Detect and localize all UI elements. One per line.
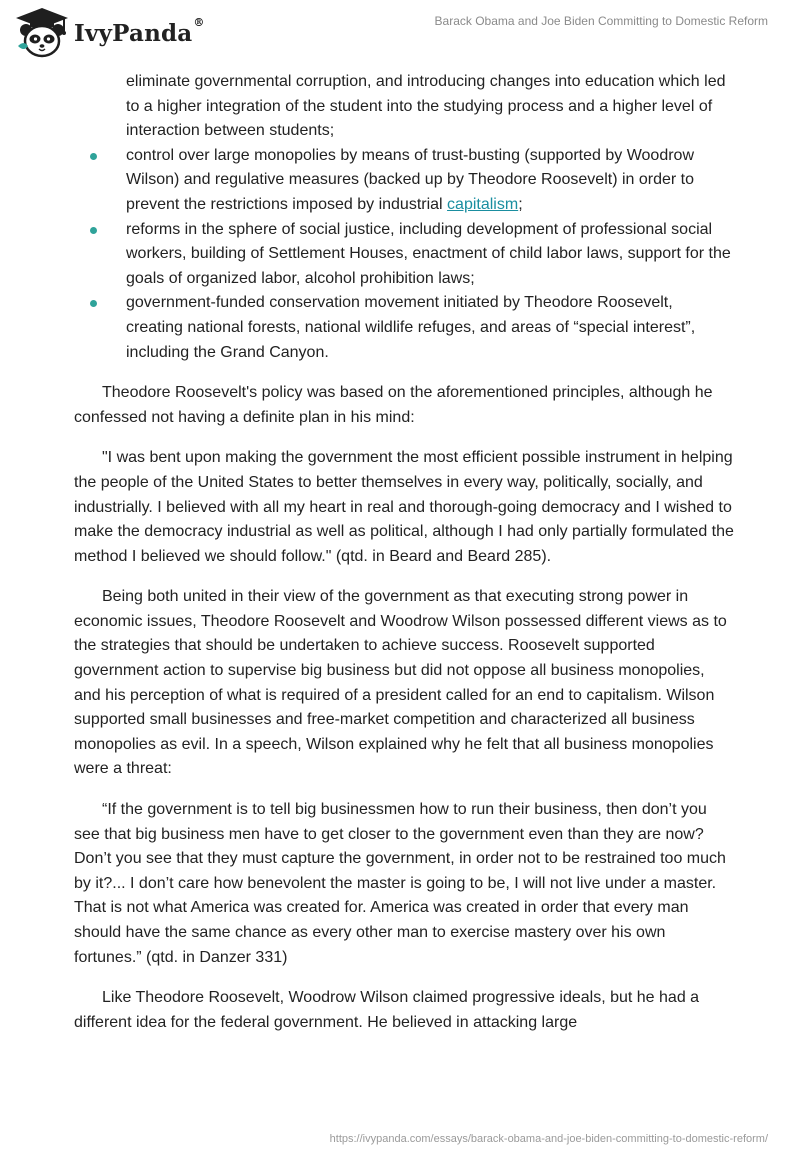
paragraph: Like Theodore Roosevelt, Woodrow Wilson claimed progressive ideals, but he had a different idea for the federal government. He believed in attacking large xyxy=(74,989,700,1031)
list-item-text: government-funded conservation movement initiated by Theodore Roosevelt, creating national forests, national wildlife refuges, and areas of “special interest”, including the Grand Canyon. xyxy=(126,294,696,361)
list-item xyxy=(126,291,734,365)
list-item xyxy=(126,144,734,218)
logo-wordmark: IvyPanda® xyxy=(74,15,205,47)
registered-mark: ® xyxy=(193,15,205,29)
list-item-text: control over large monopolies by means of trust-busting (supported by Woodrow Wilson) and regulative measures (backed up by Theodore Roosevelt) in order to prevent the restrictions imposed by industrial xyxy=(126,146,694,213)
panda-graduate-icon xyxy=(14,6,70,58)
list-item-text-end: ; xyxy=(518,195,523,213)
quote-paragraph: "I was bent upon making the government the most efficient possible instrument in helping the people of the United States to better themselves in every way, politically, socially, and industrially. I believed with all my heart in real and thorough-going democracy and I wished to make the democracy industrial as well as political, although I had only partially formulated the method I believed we should follow." (qtd. in Beard and Beard 285). xyxy=(74,449,734,565)
reform-list xyxy=(74,70,734,365)
paragraph: Being both united in their view of the government as that executing strong power in economic issues, Theodore Roosevelt and Woodrow Wilson possessed different views as to the strategies that should be undertaken to achieve success. Roosevelt supported government action to supervise big business but did not oppose all business monopolies, and his perception of what is required of a president called for an end to capitalism. Wilson supported small businesses and free-market competition and characterized all business monopolies as evil. In a speech, Wilson explained why he felt that all business monopolies were a threat: xyxy=(74,588,727,778)
bullet-dot-icon xyxy=(90,153,97,160)
document-title: Barack Obama and Joe Biden Committing to Domestic Reform xyxy=(434,14,768,28)
quote-paragraph: “If the government is to tell big businessmen how to run their business, then don’t you see that big business men have to get closer to the government even than they are now? Don’t you see that they must capture the government, in order not to be restrained too much by it?... I don’t care how benevolent the master is going to be, I will not live under a master. That is not what America was created for. America was created in order that every man should have the same chance as every other man to exercise mastery over his own fortunes.” (qtd. in Danzer 331) xyxy=(74,801,726,966)
list-item-text: reforms in the sphere of social justice, including development of professional social workers, building of Settlement Houses, enactment of child labor laws, support for the goals of organized labor, alcohol prohibition laws; xyxy=(126,220,731,287)
page-header xyxy=(0,0,800,62)
footer-url: https://ivypanda.com/essays/barack-obama-and-joe-biden-committing-to-domestic-reform/ xyxy=(329,1133,768,1145)
bullet-dot-icon xyxy=(90,227,97,234)
paragraph: Theodore Roosevelt's policy was based on the aforementioned principles, although he confessed not having a definite plan in his mind: xyxy=(74,384,713,426)
list-item-continuation xyxy=(126,70,734,144)
list-item-text: eliminate governmental corruption, and introducing changes into education which led to a higher integration of the student into the studying process and a higher level of interaction between students; xyxy=(126,73,726,140)
essay-body xyxy=(74,70,734,1035)
capitalism-link[interactable]: capitalism xyxy=(447,195,519,213)
list-item xyxy=(126,218,734,292)
ivypanda-logo[interactable] xyxy=(14,6,205,58)
bullet-dot-icon xyxy=(90,300,97,307)
